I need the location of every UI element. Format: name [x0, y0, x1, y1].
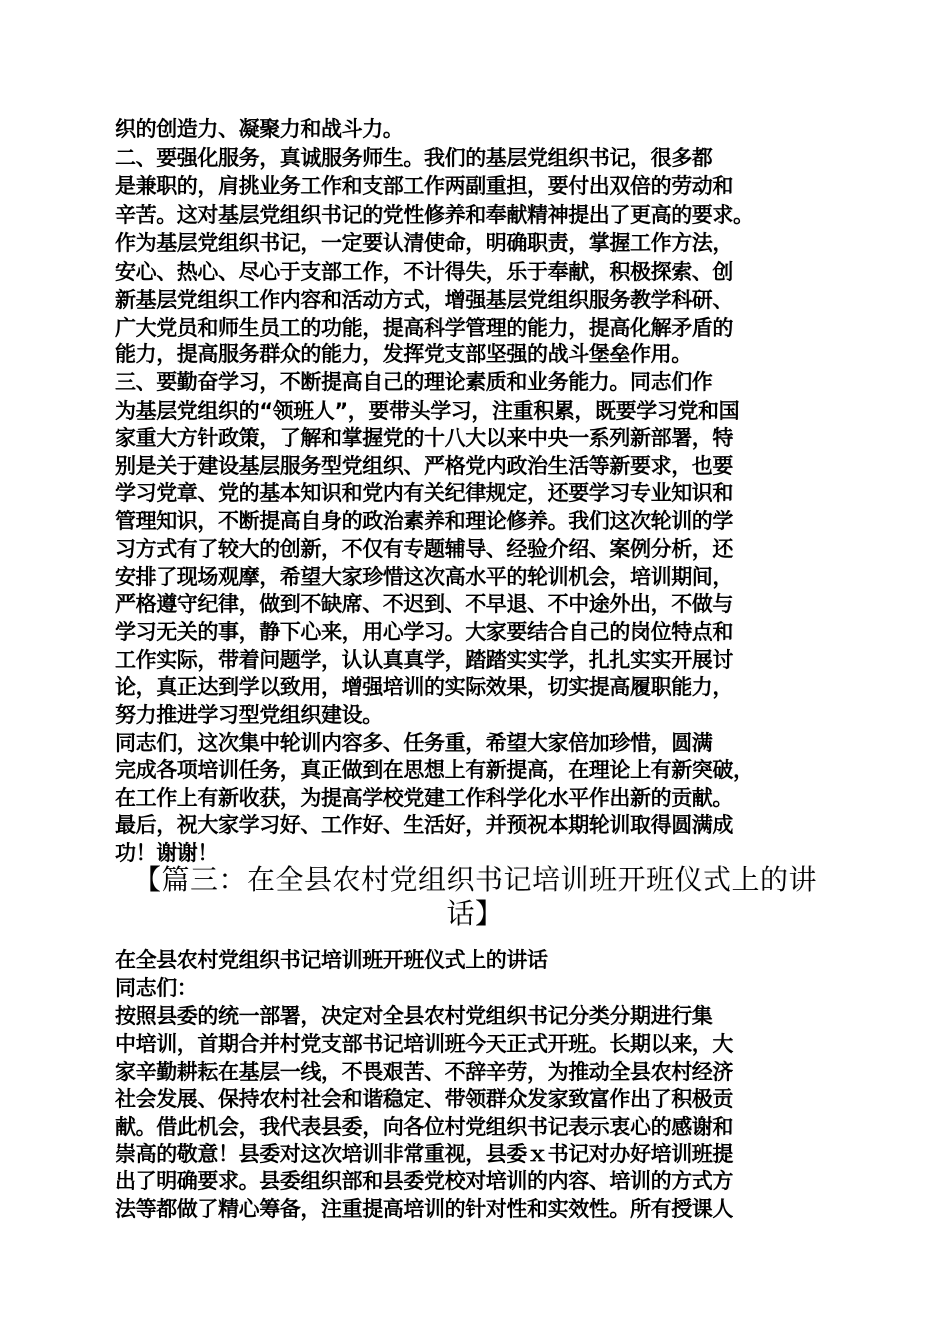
body-line: 社会发展、保持农村社会和谐稳定、带领群众发家致富作出了积极贡	[115, 1087, 733, 1111]
body-line: 管理知识，不断提高自身的政治素养和理论修养。我们这次轮训的学	[115, 509, 733, 533]
body-line: 同志们，这次集中轮训内容多、任务重，希望大家倍加珍惜，圆满	[115, 731, 713, 755]
body-line: 在工作上有新收获，为提高学校党建工作科学化水平作出新的贡献。	[115, 786, 733, 810]
body-line: 安心、热心、尽心于支部工作，不计得失，乐于奉献，积极探索、创	[115, 260, 733, 284]
body-line: 能力，提高服务群众的能力，发挥党支部坚强的战斗堡垒作用。	[115, 342, 692, 366]
body-line: 最后，祝大家学习好、工作好、生活好，并预祝本期轮训取得圆满成	[115, 813, 733, 837]
body-line: 新基层党组织工作内容和活动方式，增强基层党组织服务教学科研、	[115, 288, 733, 312]
body-line: 学习无关的事，静下心来，用心学习。大家要结合自己的岗位特点和	[115, 620, 733, 644]
body-line: 出了明确要求。县委组织部和县委党校对培训的内容、培训的方式方	[115, 1169, 733, 1193]
body-line: 法等都做了精心筹备，注重提高培训的针对性和实效性。所有授课人	[115, 1197, 733, 1221]
section-heading: 【篇三：在全县农村党组织书记培训班开班仪式上的讲	[132, 863, 817, 896]
body-line: 三、要勤奋学习，不断提高自己的理论素质和业务能力。同志们作	[115, 370, 713, 394]
body-line: 家辛勤耕耘在基层一线，不畏艰苦、不辞辛劳，为推动全县农村经济	[115, 1060, 733, 1084]
body-line: 严格遵守纪律，做到不缺席、不迟到、不早退、不中途外出，不做与	[115, 592, 733, 616]
body-line: 按照县委的统一部署，决定对全县农村党组织书记分类分期进行集	[115, 1004, 713, 1028]
body-line: 崇高的敬意！县委对这次培训非常重视，县委ｘ书记对办好培训班提	[115, 1142, 733, 1166]
body-line: 中培训，首期合并村党支部书记培训班今天正式开班。长期以来，大	[115, 1032, 733, 1056]
body-line: 家重大方针政策，了解和掌握党的十八大以来中央一系列新部署，特	[115, 426, 733, 450]
body-line: 为基层党组织的“领班人”，要带头学习，注重积累，既要学习党和国	[115, 399, 740, 423]
body-line: 工作实际，带着问题学，认认真真学，踏踏实实学，扎扎实实开展讨	[115, 648, 733, 672]
body-line: 完成各项培训任务，真正做到在思想上有新提高，在理论上有新突破，	[115, 758, 754, 782]
body-line: 辛苦。这对基层党组织书记的党性修养和奉献精神提出了更高的要求。	[115, 203, 754, 227]
body-line: 别是关于建设基层服务型党组织、严格党内政治生活等新要求，也要	[115, 454, 733, 478]
body-line: 安排了现场观摩，希望大家珍惜这次高水平的轮训机会，培训期间，	[115, 565, 733, 589]
section-heading: 话】	[446, 897, 504, 930]
body-line: 习方式有了较大的创新，不仅有专题辅导、经验介绍、案例分析，还	[115, 537, 733, 561]
body-line: 努力推进学习型党组织建设。	[115, 703, 383, 727]
speech-title: 在全县农村党组织书记培训班开班仪式上的讲话	[115, 948, 548, 972]
salutation: 同志们：	[115, 976, 198, 1000]
body-line: 二、要强化服务，真诚服务师生。我们的基层党组织书记，很多都	[115, 146, 713, 170]
body-line: 织的创造力、凝聚力和战斗力。	[115, 117, 404, 141]
body-line: 学习党章、党的基本知识和党内有关纪律规定，还要学习专业知识和	[115, 481, 733, 505]
body-line: 作为基层党组织书记，一定要认清使命，明确职责，掌握工作方法，	[115, 231, 733, 255]
body-line: 功！谢谢！	[115, 841, 218, 865]
body-line: 论，真正达到学以致用，增强培训的实际效果，切实提高履职能力，	[115, 675, 733, 699]
body-line: 是兼职的，肩挑业务工作和支部工作两副重担，要付出双倍的劳动和	[115, 174, 733, 198]
body-line: 献。借此机会，我代表县委，向各位村党组织书记表示衷心的感谢和	[115, 1115, 733, 1139]
body-line: 广大党员和师生员工的功能，提高科学管理的能力，提高化解矛盾的	[115, 316, 733, 340]
